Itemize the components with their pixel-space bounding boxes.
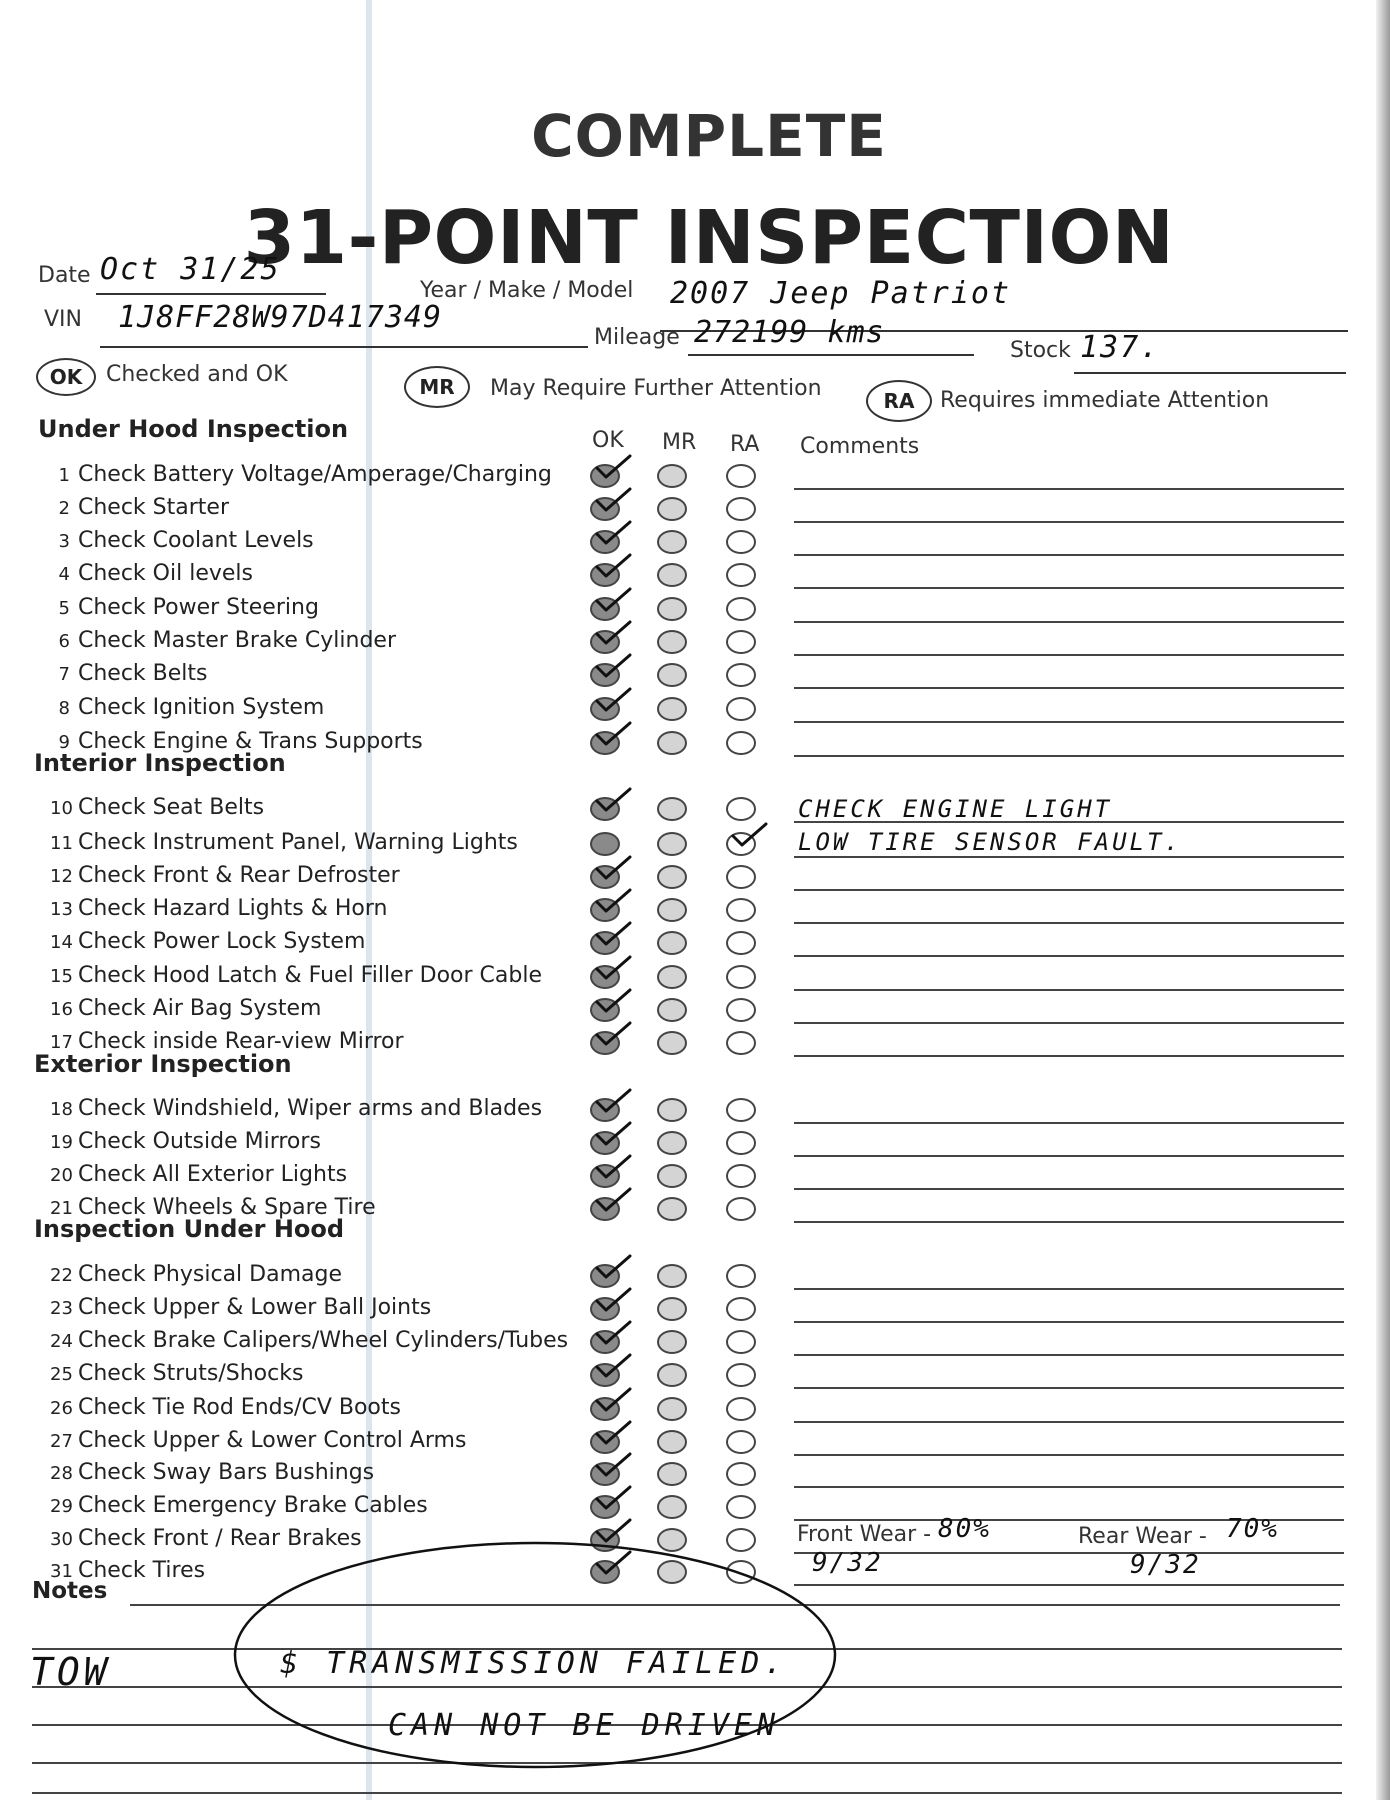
mr-radio[interactable] [657,865,687,889]
inspection-item-number: 6 [58,631,70,652]
inspection-item-label [50,1195,376,1220]
inspection-item-number: 27 [50,1431,73,1452]
inspection-item-number: 24 [50,1331,73,1352]
stock-value[interactable]: 137. [1080,330,1161,365]
comment-line[interactable] [794,1454,1344,1456]
inspection-item-number: 26 [50,1398,73,1419]
ra-radio[interactable] [726,697,756,721]
inspection-item-number: 17 [50,1032,73,1053]
inspection-item-number: 3 [58,531,70,552]
inspection-item-label [50,1096,542,1121]
comment-line[interactable] [794,856,1344,858]
inspection-item-text: Check Hood Latch & Fuel Filler Door Cable [78,963,542,988]
mr-radio[interactable] [657,497,687,521]
inspection-item-label [50,1395,401,1420]
inspection-item-text: Check Windshield, Wiper arms and Blades [78,1096,543,1121]
comment-line[interactable] [794,687,1344,689]
inspection-item-text: Check Instrument Panel, Warning Lights [78,830,518,855]
ra-radio[interactable] [726,965,756,989]
inspection-item-label [50,795,264,820]
inspection-item-text: Check Battery Voltage/Amperage/Charging [78,462,552,487]
comment-line[interactable] [794,955,1344,957]
comment-line[interactable] [794,922,1344,924]
comment-line[interactable] [794,989,1344,991]
section-under-hood-2: Inspection Under Hood [34,1215,345,1243]
inspection-item-number: 28 [50,1463,73,1484]
mr-radio[interactable] [657,1197,687,1221]
inspection-item-label [50,996,321,1021]
inspection-item-text: Check Power Lock System [78,929,366,954]
inspection-item-text: Check Brake Calipers/Wheel Cylinders/Tubes [78,1328,569,1353]
inspection-item-text: Check Tires [78,1558,206,1583]
inspection-item-text: Check Upper & Lower Control Arms [78,1428,467,1453]
check-mark-icon [594,986,632,1016]
ra-radio[interactable] [726,663,756,687]
comment-line[interactable] [794,621,1344,623]
comment-line[interactable] [794,1321,1344,1323]
mr-radio[interactable] [657,697,687,721]
inspection-item-text: Check Upper & Lower Ball Joints [78,1295,432,1320]
mr-radio[interactable] [657,530,687,554]
check-mark-icon [594,585,632,615]
comment-line[interactable] [794,554,1344,556]
mr-radio[interactable] [657,1330,687,1354]
inspection-item-label [50,1295,431,1320]
year-make-model-value[interactable]: 2007 Jeep Patriot [670,276,1012,311]
comment-line[interactable] [794,1354,1344,1356]
check-mark-icon [594,1385,632,1415]
inspection-item-text: Check Wheels & Spare Tire [78,1195,376,1220]
check-mark-icon [594,1450,632,1480]
ra-radio[interactable] [726,1430,756,1454]
inspection-item-text: Check inside Rear-view Mirror [78,1029,404,1054]
stock-underline [1074,372,1346,374]
mr-radio[interactable] [657,898,687,922]
comment-line[interactable] [794,1188,1344,1190]
ra-radio[interactable] [726,497,756,521]
comment-item-10[interactable]: CHECK ENGINE LIGHT [798,795,1113,823]
check-mark-icon [594,719,632,749]
ra-radio[interactable] [726,1164,756,1188]
notes-line-1[interactable]: $ TRANSMISSION FAILED. [280,1646,788,1681]
ra-radio[interactable] [726,1264,756,1288]
comment-line[interactable] [794,1288,1344,1290]
page-title: 31-POINT INSPECTION [243,195,1175,281]
date-value[interactable]: Oct 31/25 [100,252,281,287]
inspection-item-label [50,1361,303,1386]
inspection-item-label [50,1328,568,1353]
inspection-item-number: 7 [58,664,70,685]
mr-radio[interactable] [657,1264,687,1288]
inspection-item-text: Check Front / Rear Brakes [78,1526,362,1551]
inspection-item-text: Check Front & Rear Defroster [78,863,400,888]
notes-circle-annotation [220,1530,850,1780]
notes-circle [235,1543,835,1767]
ra-radio[interactable] [726,464,756,488]
inspection-item-number: 12 [50,866,73,887]
check-mark-icon [594,485,632,515]
inspection-item-label [50,896,387,921]
comment-line[interactable] [794,889,1344,891]
mileage-label: Mileage [594,325,680,350]
inspection-item-label [50,528,314,553]
comment-line[interactable] [794,1421,1344,1423]
comment-line[interactable] [794,1584,1344,1586]
inspection-item-number: 18 [50,1099,73,1120]
ra-radio[interactable] [726,1297,756,1321]
inspection-item-text: Check Oil levels [78,561,253,586]
check-mark-icon [594,618,632,648]
vin-value[interactable]: 1J8FF28W97D417349 [118,300,443,335]
inspection-item-text: Check Physical Damage [78,1262,342,1287]
inspection-item-label [50,628,396,653]
inspection-item-number: 23 [50,1298,73,1319]
inspection-item-text: Check Engine & Trans Supports [78,729,423,754]
check-mark-icon [594,1318,632,1348]
inspection-item-number: 10 [50,798,73,819]
comment-line[interactable] [794,1387,1344,1389]
ra-radio[interactable] [726,1397,756,1421]
check-mark-icon [594,1418,632,1448]
inspection-item-label [50,495,229,520]
date-label: Date [38,263,91,288]
inspection-item-number: 30 [50,1529,73,1550]
inspection-item-number: 1 [58,465,70,486]
check-mark-icon [594,1152,632,1182]
ra-radio[interactable] [726,1495,756,1519]
inspection-item-label [50,595,319,620]
inspection-item-text: Check Air Bag System [78,996,322,1021]
inspection-item-number: 13 [50,899,73,920]
ra-radio[interactable] [726,597,756,621]
comment-line[interactable] [794,721,1344,723]
ra-legend-text: Requires immediate Attention [940,388,1270,413]
mr-radio[interactable] [657,464,687,488]
inspection-item-text: Check Coolant Levels [78,528,314,553]
col-header-ok: OK [592,428,624,453]
front-wear-value[interactable]: 80% [938,1514,991,1544]
inspection-item-number: 20 [50,1165,73,1186]
ra-radio[interactable] [726,931,756,955]
ra-radio[interactable] [726,630,756,654]
inspection-item-label [50,830,518,855]
check-mark-icon [594,1483,632,1513]
inspection-item-number: 5 [58,598,70,619]
front-wear-label: Front Wear - [797,1522,932,1547]
check-mark-icon [594,1252,632,1282]
rear-tread-value[interactable]: 9/32 [1130,1550,1201,1580]
check-mark-icon [594,919,632,949]
mr-radio[interactable] [657,1031,687,1055]
date-underline [96,293,326,295]
comment-line[interactable] [794,1155,1344,1157]
check-mark-icon [594,1119,632,1149]
notes-label: Notes [32,1578,108,1604]
inspection-item-number: 8 [58,698,70,719]
check-mark-icon [594,452,632,482]
comment-line[interactable] [794,1486,1344,1488]
mr-radio[interactable] [657,1363,687,1387]
notes-line[interactable] [32,1792,1342,1794]
ra-radio[interactable] [726,1131,756,1155]
vin-label: VIN [44,307,82,332]
inspection-item-number: 14 [50,932,73,953]
mr-radio[interactable] [657,663,687,687]
stock-label: Stock [1010,338,1071,363]
check-mark-icon [594,785,632,815]
inspection-item-number: 15 [50,966,73,987]
inspection-item-label [50,1029,404,1054]
ok-legend-badge: OK [36,358,96,396]
col-header-comments: Comments [800,434,920,459]
year-make-model-label: Year / Make / Model [420,278,634,303]
inspection-item-label [50,1162,347,1187]
check-mark-icon [594,1019,632,1049]
rear-wear-value[interactable]: 70% [1226,1514,1279,1544]
comment-line[interactable] [794,654,1344,656]
ra-radio[interactable] [726,731,756,755]
comment-line[interactable] [794,755,1344,757]
mr-radio[interactable] [657,998,687,1022]
check-mark-icon [594,853,632,883]
check-mark-icon [594,953,632,983]
notes-tow[interactable]: TOW [30,1650,111,1694]
inspection-item-text: Check Master Brake Cylinder [78,628,396,653]
inspection-item-number: 25 [50,1364,73,1385]
comment-line[interactable] [794,1221,1344,1223]
inspection-item-number: 29 [50,1496,73,1517]
comment-line[interactable] [794,521,1344,523]
inspection-item-text: Check Belts [78,661,208,686]
inspection-item-text: Check Tie Rod Ends/CV Boots [78,1395,401,1420]
inspection-item-text: Check Outside Mirrors [78,1129,321,1154]
mileage-underline [688,354,974,356]
comment-line[interactable] [794,1122,1344,1124]
mr-radio[interactable] [657,832,687,856]
inspection-item-label [50,462,552,487]
mr-radio[interactable] [657,1164,687,1188]
inspection-item-label [50,561,253,586]
ra-radio[interactable] [726,998,756,1022]
mr-radio[interactable] [657,1297,687,1321]
inspection-item-text: Check Struts/Shocks [78,1361,304,1386]
ra-radio[interactable] [726,563,756,587]
inspection-item-number: 9 [58,732,70,753]
inspection-item-text: Check Starter [78,495,229,520]
mr-radio[interactable] [657,731,687,755]
inspection-item-text: Check Power Steering [78,595,319,620]
inspection-item-text: Check Hazard Lights & Horn [78,896,388,921]
inspection-item-text: Check Ignition System [78,695,325,720]
comment-item-11[interactable]: LOW TIRE SENSOR FAULT. [798,828,1182,856]
check-mark-icon [594,518,632,548]
ra-radio[interactable] [726,1462,756,1486]
inspection-item-label [50,863,400,888]
inspection-item-number: 31 [50,1561,73,1582]
mr-radio[interactable] [657,797,687,821]
inspection-item-number: 21 [50,1198,73,1219]
check-mark-icon [594,1185,632,1215]
inspection-item-text: Check Seat Belts [78,795,265,820]
ra-radio[interactable] [726,1330,756,1354]
ra-radio[interactable] [726,797,756,821]
inspection-item-text: Check All Exterior Lights [78,1162,348,1187]
inspection-item-number: 4 [58,564,70,585]
check-mark-icon [594,651,632,681]
ra-radio[interactable] [726,1363,756,1387]
ra-radio[interactable] [726,1031,756,1055]
mr-legend-badge: MR [404,366,470,408]
vin-underline [100,346,588,348]
mr-legend-text: May Require Further Attention [490,376,822,401]
ra-radio[interactable] [726,898,756,922]
mr-radio[interactable] [657,1430,687,1454]
inspection-item-number: 2 [58,498,70,519]
ra-radio[interactable] [726,1098,756,1122]
inspection-item-label [50,1129,321,1154]
ra-legend-badge: RA [866,380,932,422]
inspection-item-label [50,695,324,720]
section-under-hood: Under Hood Inspection [38,415,349,443]
title-line-1: COMPLETE [531,102,887,170]
check-mark-icon [594,685,632,715]
mr-radio[interactable] [657,597,687,621]
inspection-item-text: Check Emergency Brake Cables [78,1493,428,1518]
check-mark-icon [594,1285,632,1315]
comment-line[interactable] [794,1055,1344,1057]
comment-line[interactable] [794,587,1344,589]
inspection-item-number: 11 [50,833,73,854]
inspection-item-number: 22 [50,1265,73,1286]
mr-radio[interactable] [657,931,687,955]
check-mark-icon [594,551,632,581]
notes-line-2[interactable]: CAN NOT BE DRIVEN [388,1708,781,1743]
mr-radio[interactable] [657,630,687,654]
check-mark-icon [594,886,632,916]
comment-line[interactable] [794,488,1344,490]
mr-radio[interactable] [657,1462,687,1486]
inspection-item-number: 19 [50,1132,73,1153]
mr-radio[interactable] [657,1098,687,1122]
inspection-item-label [50,1493,428,1518]
check-mark-icon [594,1086,632,1116]
inspection-item-label [50,929,365,954]
inspection-item-label [50,963,542,988]
ok-legend-text: Checked and OK [106,362,288,387]
inspection-item-text: Check Sway Bars Bushings [78,1460,375,1485]
ra-radio[interactable] [726,1197,756,1221]
inspection-item-label [50,729,423,754]
inspection-item-label [50,661,208,686]
inspection-item-label [50,1428,466,1453]
col-header-ra: RA [730,432,760,457]
inspection-item-number: 16 [50,999,73,1020]
mr-radio[interactable] [657,965,687,989]
col-header-mr: MR [662,430,697,455]
inspection-item-label [50,1460,374,1485]
mileage-value[interactable]: 272199 kms [694,315,885,350]
mr-radio[interactable] [657,1131,687,1155]
comment-line[interactable] [794,1022,1344,1024]
front-tread-value[interactable]: 9/32 [812,1548,883,1578]
check-mark-icon [594,1351,632,1381]
ra-radio[interactable] [726,530,756,554]
section-interior: Interior Inspection [34,749,286,777]
section-exterior: Exterior Inspection [34,1050,292,1078]
inspection-item-label [50,1262,342,1287]
mr-radio[interactable] [657,1397,687,1421]
rear-wear-label: Rear Wear - [1078,1524,1207,1549]
mr-radio[interactable] [657,563,687,587]
check-mark-icon [730,820,768,850]
ra-radio[interactable] [726,865,756,889]
mr-radio[interactable] [657,1495,687,1519]
